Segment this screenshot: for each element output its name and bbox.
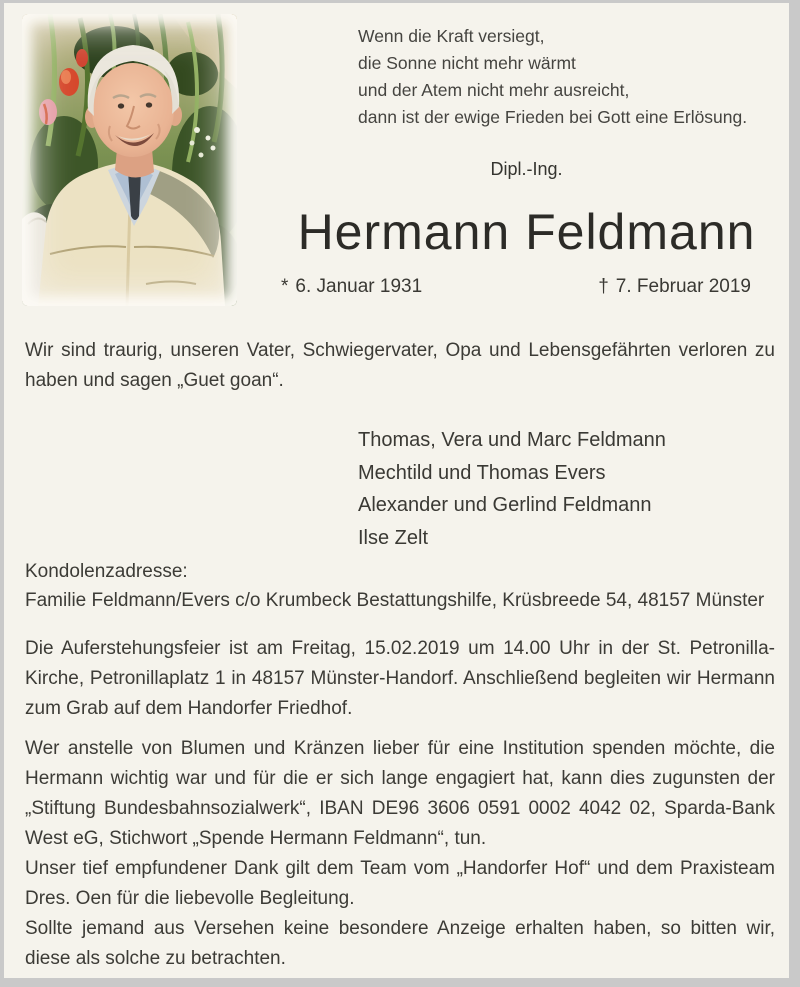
poem-line: dann ist der ewige Frieden bei Gott eine Erlösung.: [358, 107, 748, 127]
death-cross-symbol: †: [598, 276, 609, 297]
closing-note: Sollte jemand aus Versehen keine besondere Anzeige erhalten haben, so bitten wir, diese als solche zu betrachten.: [25, 918, 775, 969]
mourning-statement: Wir sind traurig, unseren Vater, Schwiegervater, Opa und Lebensgefährten verloren zu haben und sagen „Guet goan“.: [25, 340, 775, 391]
deceased-name: Hermann Feldmann: [297, 204, 756, 260]
funeral-service-info: Die Auferstehungsfeier ist am Freitag, 15.02.2019 um 14.00 Uhr in der St. Petronilla-Kirche, Petronillaplatz 1 in 48157 Münster-Handorf. Anschließend begleiten wir Hermann zum Grab auf dem Handorfer Friedhof.: [25, 638, 775, 719]
thanks-paragraph: Unser tief empfundener Dank gilt dem Team vom „Handorfer Hof“ und dem Praxisteam Dres. Oen für die liebevolle Begleitung.: [25, 858, 775, 909]
memorial-poem: [358, 23, 747, 131]
portrait-photo: [22, 14, 237, 306]
poem-line: Wenn die Kraft versiegt,: [358, 26, 545, 46]
mourner-line: Thomas, Vera und Marc Feldmann: [358, 429, 666, 451]
condolence-label: Kondolenzadresse:: [25, 561, 188, 582]
mourner-line: Mechtild und Thomas Evers: [358, 461, 606, 484]
portrait-photo-illustration: [22, 14, 237, 306]
death-date: [598, 276, 751, 298]
birth-date: [281, 276, 422, 298]
born-star-symbol: *: [281, 276, 289, 297]
birth-date-text: 6. Januar 1931: [295, 276, 423, 297]
honorific-title: Dipl.-Ing.: [490, 159, 563, 179]
mourners-list: [358, 424, 666, 554]
condolence-address: Familie Feldmann/Evers c/o Krumbeck Bestattungshilfe, Krüsbreede 54, 48157 Münster: [25, 590, 765, 611]
life-dates: [281, 276, 751, 298]
death-date-text: 7. Februar 2019: [615, 276, 751, 297]
poem-line: und der Atem nicht mehr ausreicht,: [358, 80, 630, 100]
donation-info: Wer anstelle von Blumen und Kränzen lieber für eine Institution spenden möchte, die Hermann wichtig war und für die er sich lange engagiert hat, kann dies zugunsten der „Stiftung Bundesbahnsozialwerk“, IBAN DE96 3606 0591 0002 4042 02, Sparda-Bank West eG, Stichwort „Spende Hermann Feldmann“, tun.: [25, 738, 775, 849]
poem-line: die Sonne nicht mehr wärmt: [358, 53, 576, 73]
condolence-address-block: [25, 557, 775, 615]
mourner-line: Alexander und Gerlind Feldmann: [358, 494, 652, 516]
mourner-line: Ilse Zelt: [358, 526, 429, 549]
obituary-card: [4, 3, 789, 978]
